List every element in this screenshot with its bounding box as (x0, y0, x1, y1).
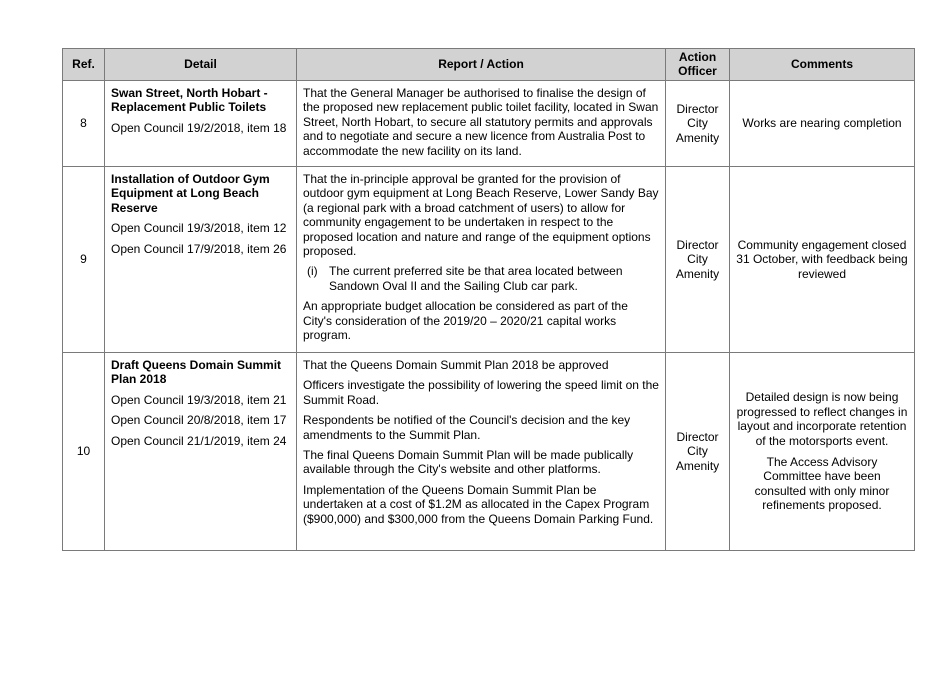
item-title: Swan Street, North Hobart - Replacement Public Toilets (111, 86, 268, 115)
report-paragraph: That the Queens Domain Summit Plan 2018 be approved (303, 358, 609, 372)
row-detail (105, 167, 297, 353)
item-title: Draft Queens Domain Summit Plan 2018 (111, 358, 282, 387)
report-paragraph: Officers investigate the possibility of lowering the speed limit on the Summit Road. (303, 378, 659, 407)
header-detail: Detail (105, 49, 297, 81)
row-comments (730, 353, 915, 551)
header-ref: Ref. (63, 49, 105, 81)
council-reference: Open Council 19/3/2018, item 12 (111, 221, 287, 236)
comment-text: Works are nearing completion (742, 116, 902, 131)
row-officer: Director City Amenity (666, 81, 730, 167)
council-reference: Open Council 17/9/2018, item 26 (111, 241, 287, 256)
list-item-text: The current preferred site be that area located between Sandown Oval II and the Sailing Club car park. (329, 264, 623, 293)
row-officer: Director City Amenity (666, 353, 730, 551)
table-row (63, 353, 915, 551)
row-ref: 10 (63, 353, 105, 551)
row-ref: 9 (63, 167, 105, 353)
row-report (297, 353, 666, 551)
table-row (63, 167, 915, 353)
report-list-item (303, 264, 659, 293)
row-ref: 8 (63, 81, 105, 167)
row-detail (105, 81, 297, 167)
row-report (297, 167, 666, 353)
council-reference: Open Council 20/8/2018, item 17 (111, 413, 287, 428)
table-row (63, 81, 915, 167)
row-officer: Director City Amenity (666, 167, 730, 353)
comment-text: The Access Advisory Committee have been consulted with only minor refinements proposed. (754, 455, 890, 513)
header-officer: Action Officer (666, 49, 730, 81)
report-paragraph: An appropriate budget allocation be considered as part of the City's consideration of the 2019/20 – 2020/21 capital works program. (303, 299, 628, 343)
report-paragraph: Respondents be notified of the Council's decision and the key amendments to the Summit Plan. (303, 413, 631, 442)
council-reference: Open Council 19/2/2018, item 18 (111, 120, 287, 135)
comment-text: Community engagement closed 31 October, with feedback being reviewed (736, 237, 908, 281)
report-paragraph: That the General Manager be authorised to finalise the design of the proposed new replacement public toilet facility, located in Swan Street, North Hobart, to secure all statutory permits and approvals and to negotiate and secure a new licence from Australia Post to accommodate the new facility on its land. (303, 86, 659, 158)
item-title: Installation of Outdoor Gym Equipment at Long Beach Reserve (111, 172, 270, 215)
comment-text: Detailed design is now being progressed to reflect changes in layout and incorporate retention of the motorsports event. (736, 390, 908, 448)
table-header-row (63, 49, 915, 81)
report-paragraph: Implementation of the Queens Domain Summit Plan be undertaken at a cost of $1.2M as allocated in the Capex Program ($900,000) and $300,000 from the Queens Domain Parking Fund. (303, 482, 654, 526)
header-comments: Comments (730, 49, 915, 81)
report-paragraph: That the in-principle approval be granted for the provision of outdoor gym equipment at Long Beach Reserve, Lower Sandy Bay (a regional park with a broad catchment of users) to allow for community engagement to be undertaken in respect to the proposed location and nature and range of the equipment options proposed. (303, 172, 659, 259)
header-report: Report / Action (297, 49, 666, 81)
action-table (62, 48, 915, 551)
report-paragraph: The final Queens Domain Summit Plan will be made publically available through the City's website and other platforms. (303, 448, 634, 477)
council-reference: Open Council 19/3/2018, item 21 (111, 392, 287, 407)
row-comments (730, 167, 915, 353)
row-comments (730, 81, 915, 167)
row-report (297, 81, 666, 167)
council-reference: Open Council 21/1/2019, item 24 (111, 433, 287, 448)
list-marker: (i) (307, 264, 318, 279)
row-detail (105, 353, 297, 551)
